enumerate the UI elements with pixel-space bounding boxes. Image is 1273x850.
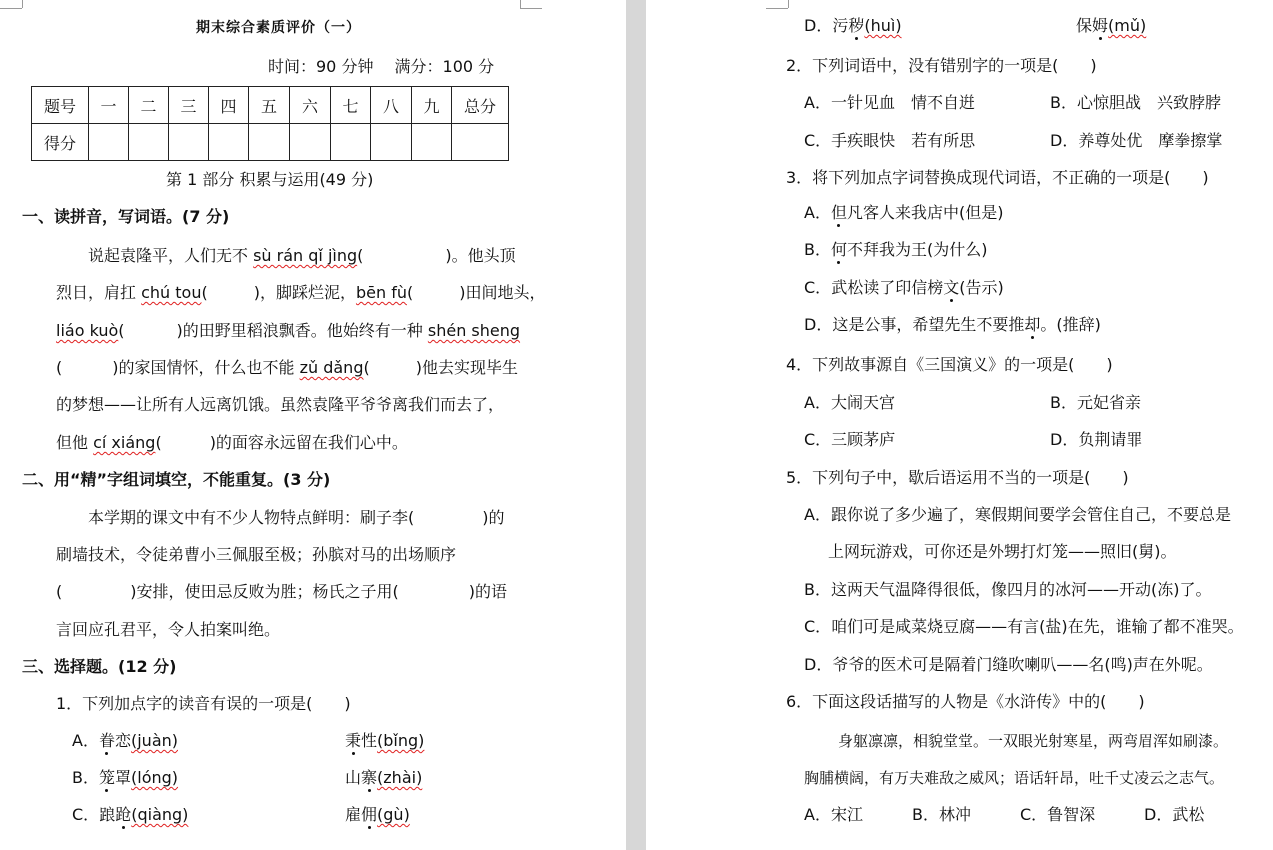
pinyin: (gù) — [377, 805, 410, 824]
option-label: C． — [72, 805, 100, 824]
score-cell[interactable] — [452, 124, 509, 161]
option-label: D． — [804, 16, 833, 35]
crop-mark — [0, 8, 22, 9]
text: 。(推辞) — [1040, 315, 1101, 334]
option-a-word2 — [345, 731, 424, 751]
pinyin: bēn fù — [355, 283, 407, 302]
score-cell[interactable] — [290, 124, 331, 161]
pinyin: sù rán qǐ jìng — [253, 246, 358, 265]
text: )安排，使田忌反败为胜；杨氏之子用( — [130, 582, 399, 601]
score-cell[interactable] — [129, 124, 169, 161]
option-d[interactable]: D．爷爷的医术可是隔着门缝吹喇叭——名(鸣)声在外呢。 — [804, 655, 1213, 674]
option-label: B． — [72, 768, 99, 787]
table-cell: 七 — [331, 87, 371, 124]
table-cell: 八 — [371, 87, 412, 124]
text-line — [56, 433, 408, 453]
text: 罩 — [115, 768, 132, 787]
option-b[interactable] — [804, 240, 988, 260]
text: (告示) — [959, 278, 1004, 297]
section-heading: 三、选择题。(12 分) — [22, 657, 177, 676]
question: 5．下列句子中，歇后语运用不当的一项是( ) — [786, 468, 1129, 487]
dotted-char: 但 — [830, 203, 847, 222]
table-cell: 九 — [412, 87, 452, 124]
dotted-char: 佣 — [361, 805, 378, 824]
text-line — [56, 582, 507, 602]
text: ( — [155, 433, 162, 452]
text: 本学期的课文中有不少人物特点鲜明：刷子李( — [88, 508, 415, 527]
page-gutter — [626, 0, 646, 850]
text: )的田野里稻浪飘香。他始终有一种 — [176, 321, 428, 340]
pinyin: shén sheng — [427, 321, 521, 340]
text: )的面容永远留在我们心中。 — [209, 433, 408, 452]
option-c[interactable]: C．鲁智深 — [1020, 805, 1096, 824]
table-cell: 六 — [290, 87, 331, 124]
text: )田间地头， — [459, 283, 546, 302]
crop-mark — [766, 8, 788, 9]
option-a[interactable] — [804, 203, 1003, 223]
passage-line: 胸脯横阔，有万夫难敌之威风；语话轩昂，吐千丈凌云之志气。 — [804, 769, 1225, 787]
text-line: 刷墙技术，令徒弟曹小三佩服至极；孙膑对马的出场顺序 — [56, 545, 457, 564]
pinyin: (qiàng) — [131, 805, 189, 824]
option-d[interactable] — [804, 16, 902, 36]
text-line: 言回应孔君平，令人拍案叫绝。 — [56, 620, 281, 639]
table-cell: 总分 — [452, 87, 509, 124]
table-cell: 二 — [129, 87, 169, 124]
text-line — [88, 508, 505, 528]
option-b[interactable]: B．心惊胆战 兴致脖脖 — [1050, 93, 1221, 112]
text: 不拜我为王(为什么) — [847, 240, 988, 259]
option-label: C． — [804, 278, 832, 297]
section-heading: 二、用“精”字组词填空，不能重复。(3 分) — [22, 470, 331, 489]
text-line — [56, 358, 518, 378]
dotted-char: 跄 — [115, 805, 132, 824]
pinyin: liáo kuò — [56, 321, 119, 340]
option-d[interactable]: D．武松 — [1144, 805, 1205, 824]
page-right — [646, 0, 1273, 850]
table-cell: 一 — [89, 87, 129, 124]
question: 6．下面这段话描写的人物是《水浒传》中的( ) — [786, 692, 1145, 711]
option-c[interactable]: C．三顾茅庐 — [804, 430, 896, 449]
pinyin: (juàn) — [130, 731, 178, 750]
text: 污 — [832, 16, 849, 35]
option-a-continued: 上网玩游戏，可你还是外甥打灯笼——照旧(舅)。 — [828, 542, 1177, 561]
text: )他去实现毕生 — [415, 358, 518, 377]
question: 3．将下列加点字词替换成现代词语，不正确的一项是( ) — [786, 168, 1209, 187]
text: )的语 — [468, 582, 507, 601]
option-d[interactable] — [804, 315, 1101, 335]
dotted-char: 却 — [1024, 315, 1041, 334]
text: ( — [363, 358, 370, 377]
score-cell[interactable] — [412, 124, 452, 161]
crop-mark — [520, 0, 521, 8]
option-c[interactable]: C．咱们可是咸菜烧豆腐——有言(盐)在先，谁输了都不准哭。 — [804, 617, 1244, 636]
score-cell[interactable] — [89, 124, 129, 161]
score-table-header-row — [32, 87, 509, 124]
option-d[interactable]: D．养尊处优 摩拳擦掌 — [1050, 131, 1223, 150]
dotted-char: 姆 — [1092, 16, 1109, 35]
dotted-char: 眷 — [98, 731, 115, 750]
text: 说起袁隆平，人们无不 — [88, 246, 254, 265]
question: 1．下列加点字的读音有误的一项是( ) — [56, 694, 351, 713]
option-label: A． — [72, 731, 99, 750]
text: ( — [56, 358, 63, 377]
section-heading: 一、读拼音，写词语。(7 分) — [22, 207, 230, 226]
option-a[interactable]: A．跟你说了多少遍了，寒假期间要学会管住自己，不要总是 — [804, 505, 1231, 524]
option-label: B． — [804, 240, 831, 259]
crop-mark — [22, 0, 23, 8]
exam-title: 期末综合素质评价（一） — [196, 20, 361, 36]
dotted-char: 文 — [943, 278, 960, 297]
option-c[interactable] — [804, 278, 1004, 298]
text: 保 — [1076, 16, 1093, 35]
text: 恋 — [114, 731, 131, 750]
option-d-word2 — [1076, 16, 1146, 36]
pinyin: (mǔ) — [1108, 16, 1147, 35]
crop-mark — [520, 8, 542, 9]
dotted-char: 秉 — [345, 731, 362, 750]
text: ( — [56, 582, 63, 601]
score-cell[interactable] — [249, 124, 290, 161]
text: 武松读了印信榜 — [831, 278, 944, 297]
question: 4．下列故事源自《三国演义》的一项是( ) — [786, 355, 1113, 374]
score-table — [31, 86, 509, 161]
dotted-char: 何 — [830, 240, 847, 259]
score-cell[interactable] — [371, 124, 412, 161]
text: 踉 — [99, 805, 116, 824]
pinyin: zǔ dǎng — [299, 358, 364, 377]
option-a[interactable]: A．大闹天宫 — [804, 393, 895, 412]
option-a[interactable]: A．一针见血 情不自逬 — [804, 93, 975, 112]
text: 这是公事，希望先生不要推 — [832, 315, 1025, 334]
text: ( — [201, 283, 208, 302]
text: 性 — [361, 731, 378, 750]
time-info: 时间：90 分钟 满分：100 分 — [268, 57, 495, 76]
text: 凡客人来我店中(但是) — [846, 203, 1004, 222]
pinyin: chú tou — [141, 283, 202, 302]
score-table-score-row — [32, 124, 509, 161]
text: ( — [406, 283, 414, 302]
option-c-word2 — [345, 805, 410, 825]
option-label: D． — [804, 315, 833, 334]
option-b[interactable]: B．这两天气温降得很低，像四月的冰河——开动(冻)了。 — [804, 580, 1212, 599]
table-cell: 五 — [249, 87, 290, 124]
option-b[interactable]: B．林冲 — [912, 805, 971, 824]
table-cell: 三 — [169, 87, 209, 124]
crop-mark — [788, 0, 789, 8]
pinyin: cí xiáng — [93, 433, 156, 452]
text: ( — [118, 321, 125, 340]
pinyin: (bǐng) — [377, 731, 425, 750]
text: )的家国情怀，什么也不能 — [112, 358, 300, 377]
question: 2．下列词语中，没有错别字的一项是( ) — [786, 56, 1097, 75]
text-line: 的梦想——让所有人远离饥饿。虽然袁隆平爷爷离我们而去了， — [56, 395, 505, 414]
score-cell[interactable] — [209, 124, 249, 161]
text-line — [88, 246, 516, 266]
part-heading: 第 1 部分 积累与运用(49 分) — [166, 170, 374, 189]
option-a[interactable]: A．宋江 — [804, 805, 863, 824]
passage-line: 身躯凛凛，相貌堂堂。一双眼光射寒星，两弯眉浑如刷漆。 — [838, 732, 1229, 750]
pinyin: (zhài) — [377, 768, 423, 787]
option-label: A． — [804, 203, 831, 222]
page-left — [0, 0, 626, 850]
text: )的 — [482, 508, 505, 527]
score-cell[interactable] — [169, 124, 209, 161]
option-c[interactable] — [72, 805, 188, 825]
option-b-word2 — [345, 768, 422, 788]
pinyin: (lóng) — [131, 768, 179, 787]
text-line — [56, 283, 545, 303]
text-line — [56, 321, 520, 341]
option-a[interactable] — [72, 731, 178, 751]
text: )。他头顶 — [445, 246, 516, 265]
score-cell[interactable] — [331, 124, 371, 161]
table-cell: 题号 — [32, 87, 89, 124]
table-cell: 得分 — [32, 124, 89, 161]
dotted-char: 秽 — [848, 16, 865, 35]
option-c[interactable]: C．手疾眼快 若有所思 — [804, 131, 976, 150]
text: ( — [357, 246, 364, 265]
text: 烈日，肩扛 — [56, 283, 142, 302]
table-cell: 四 — [209, 87, 249, 124]
text: 山 — [345, 768, 362, 787]
dotted-char: 寨 — [361, 768, 378, 787]
option-b[interactable] — [72, 768, 178, 788]
dotted-char: 笼 — [98, 768, 115, 787]
option-d[interactable]: D．负荆请罪 — [1050, 430, 1143, 449]
pinyin: (huì) — [864, 16, 902, 35]
text: )，脚踩烂泥， — [253, 283, 356, 302]
option-b[interactable]: B．元妃省亲 — [1050, 393, 1141, 412]
text: 但他 — [56, 433, 94, 452]
text: 雇 — [345, 805, 362, 824]
